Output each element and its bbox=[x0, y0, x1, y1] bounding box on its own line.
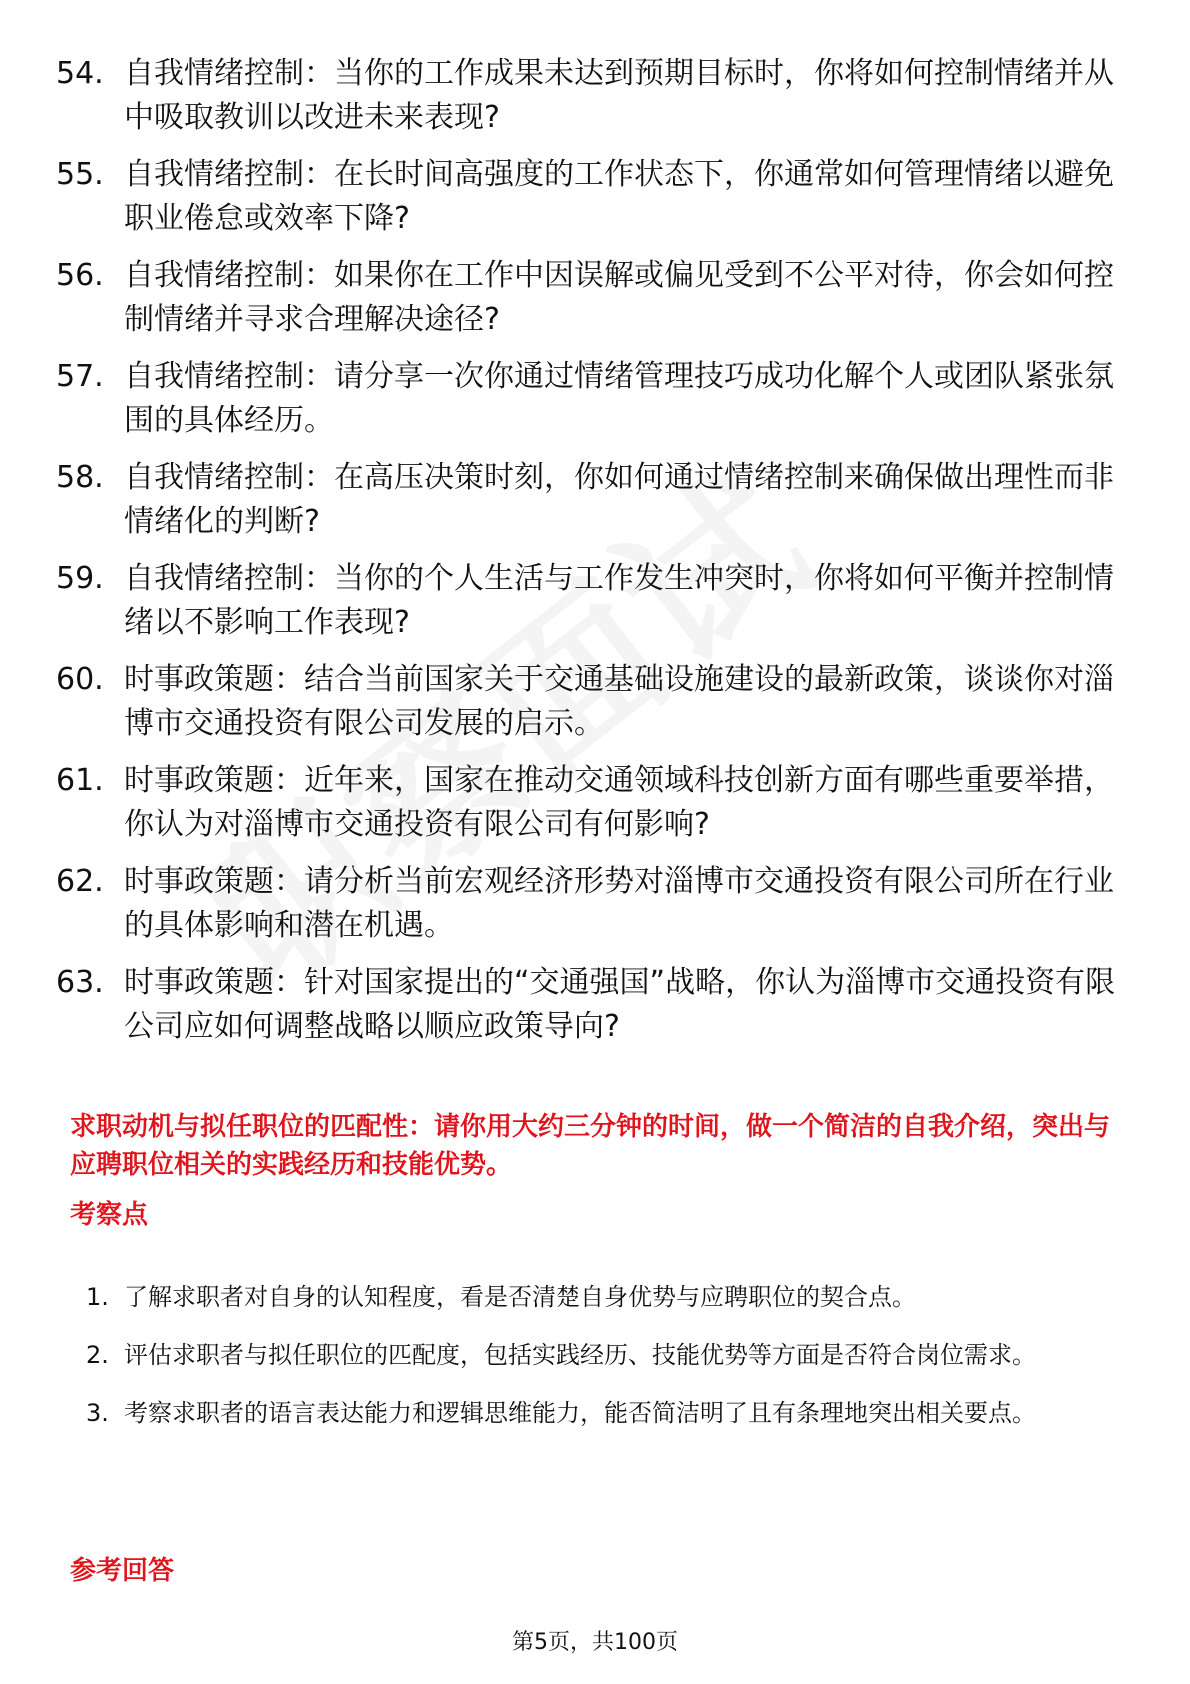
point-item bbox=[0, 1326, 1190, 1384]
point-number: 2. bbox=[86, 1341, 109, 1369]
question-item bbox=[0, 355, 1190, 456]
question-text: 时事政策题：近年来，国家在推动交通领域科技创新方面有哪些重要举措，你认为对淄博市交通投资有限公司有何影响? bbox=[124, 763, 1114, 842]
question-item bbox=[0, 557, 1190, 658]
question-item bbox=[0, 153, 1190, 254]
point-number: 3. bbox=[86, 1399, 109, 1427]
question-list bbox=[0, 52, 1190, 1062]
question-number: 56. bbox=[56, 258, 104, 293]
question-text: 自我情绪控制：请分享一次你通过情绪管理技巧成功化解个人或团队紧张氛围的具体经历。 bbox=[124, 359, 1114, 438]
points-heading: 考察点 bbox=[70, 1200, 149, 1230]
question-text: 自我情绪控制：当你的工作成果未达到预期目标时，你将如何控制情绪并从中吸取教训以改进未来表现? bbox=[124, 56, 1114, 135]
question-text: 时事政策题：请分析当前宏观经济形势对淄博市交通投资有限公司所在行业的具体影响和潜在机遇。 bbox=[124, 864, 1114, 943]
question-item bbox=[0, 658, 1190, 759]
question-item bbox=[0, 759, 1190, 860]
point-text: 评估求职者与拟任职位的匹配度，包括实践经历、技能优势等方面是否符合岗位需求。 bbox=[124, 1341, 1036, 1369]
question-item bbox=[0, 860, 1190, 961]
question-item bbox=[0, 961, 1190, 1062]
question-number: 61. bbox=[56, 763, 104, 798]
question-text: 时事政策题：结合当前国家关于交通基础设施建设的最新政策，谈谈你对淄博市交通投资有限公司发展的启示。 bbox=[124, 662, 1114, 741]
question-text: 自我情绪控制：在长时间高强度的工作状态下，你通常如何管理情绪以避免职业倦怠或效率下降? bbox=[124, 157, 1114, 236]
question-number: 54. bbox=[56, 56, 104, 91]
point-number: 1. bbox=[86, 1283, 109, 1311]
question-text: 自我情绪控制：如果你在工作中因误解或偏见受到不公平对待，你会如何控制情绪并寻求合理解决途径? bbox=[124, 258, 1114, 337]
answer-heading: 参考回答 bbox=[70, 1556, 175, 1586]
section-title: 求职动机与拟任职位的匹配性：请你用大约三分钟的时间，做一个简洁的自我介绍，突出与应聘职位相关的实践经历和技能优势。 bbox=[70, 1112, 1111, 1180]
question-text: 时事政策题：针对国家提出的“交通强国”战略，你认为淄博市交通投资有限公司应如何调整战略以顺应政策导向? bbox=[124, 965, 1116, 1044]
question-number: 58. bbox=[56, 460, 104, 495]
question-number: 55. bbox=[56, 157, 104, 192]
question-number: 63. bbox=[56, 965, 104, 1000]
question-item bbox=[0, 456, 1190, 557]
point-item bbox=[0, 1268, 1190, 1326]
question-item bbox=[0, 52, 1190, 153]
points-list bbox=[0, 1268, 1190, 1442]
page-number: 第5页，共100页 bbox=[512, 1630, 678, 1655]
question-text: 自我情绪控制：当你的个人生活与工作发生冲突时，你将如何平衡并控制情绪以不影响工作表现? bbox=[124, 561, 1114, 640]
point-item bbox=[0, 1384, 1190, 1442]
question-number: 57. bbox=[56, 359, 104, 394]
question-number: 60. bbox=[56, 662, 104, 697]
point-text: 了解求职者对自身的认知程度，看是否清楚自身优势与应聘职位的契合点。 bbox=[124, 1283, 916, 1311]
question-item bbox=[0, 254, 1190, 355]
question-number: 59. bbox=[56, 561, 104, 596]
question-number: 62. bbox=[56, 864, 104, 899]
point-text: 考察求职者的语言表达能力和逻辑思维能力，能否简洁明了且有条理地突出相关要点。 bbox=[124, 1399, 1036, 1427]
question-text: 自我情绪控制：在高压决策时刻，你如何通过情绪控制来确保做出理性而非情绪化的判断? bbox=[124, 460, 1114, 539]
